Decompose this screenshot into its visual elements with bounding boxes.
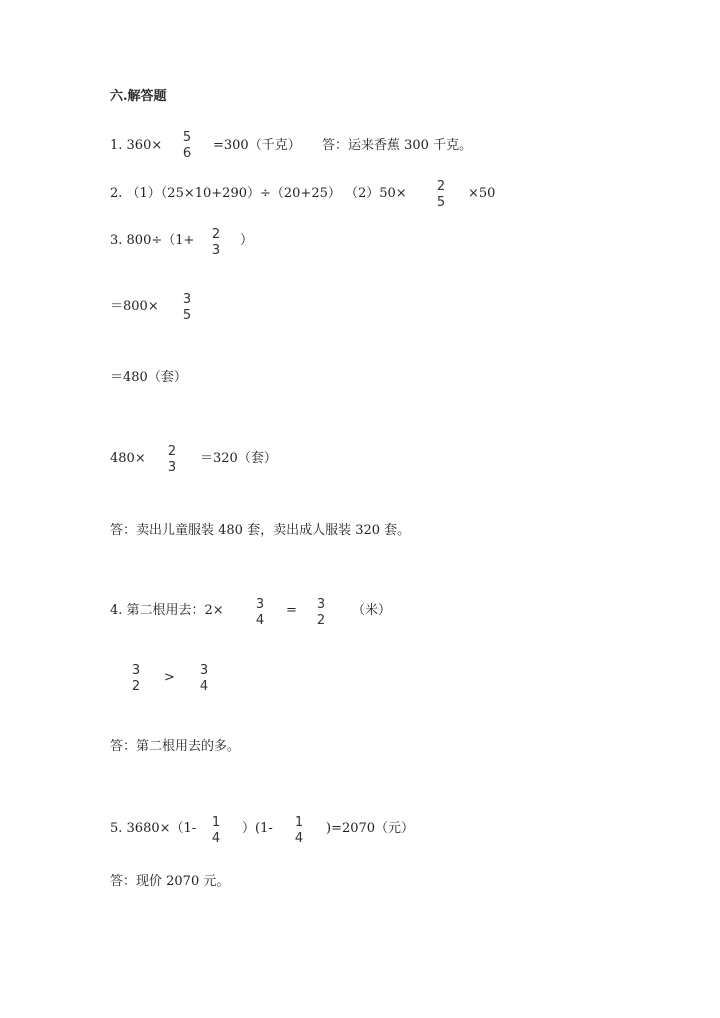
- q3-line2-fraction: [180, 292, 194, 324]
- q4-fraction-1: [253, 597, 267, 629]
- q5-fraction-2: [292, 815, 306, 847]
- q4-compare-fraction-2: [197, 663, 211, 695]
- q2-fraction-denominator: 5: [436, 195, 446, 210]
- q5-fraction-1: [209, 815, 223, 847]
- q4-fraction-2-denominator: 2: [316, 613, 326, 628]
- q5-fraction-2-numerator: 1: [294, 815, 304, 830]
- q2-equation-prefix: 2. （1）（25×10+290）÷（20+25） （2）50×: [110, 186, 407, 201]
- q4-equation-prefix: 4. 第二根用去：2×: [110, 603, 224, 618]
- q4-compare-fraction-1: [129, 663, 143, 695]
- section-title: 六.解答题: [110, 89, 167, 104]
- q3-line1-numerator: 2: [211, 227, 221, 242]
- q4-unit: （米）: [352, 603, 392, 618]
- q2-fraction: [434, 179, 448, 211]
- q3-line2-denominator: 5: [182, 308, 192, 323]
- q1-fraction: [180, 130, 194, 162]
- q4-compare-fraction-2-numerator: 3: [199, 663, 209, 678]
- q5-answer: 答：现价 2070 元。: [110, 874, 230, 889]
- q2-equation-suffix: ×50: [468, 186, 496, 201]
- q3-line4-fraction: [165, 444, 179, 476]
- q4-fraction-1-denominator: 4: [255, 613, 265, 628]
- q3-line4-prefix: 480×: [110, 451, 146, 466]
- q1-equation-prefix: 1. 360×: [110, 138, 163, 153]
- q3-line4-numerator: 2: [167, 444, 177, 459]
- q3-line4-suffix: ＝320（套）: [200, 451, 277, 466]
- q3-answer: 答：卖出儿童服装 480 套，卖出成人服装 320 套。: [110, 523, 411, 538]
- q4-compare-fraction-1-numerator: 3: [131, 663, 141, 678]
- q4-fraction-2-numerator: 3: [316, 597, 326, 612]
- q5-equation-suffix: )=2070（元）: [326, 821, 415, 836]
- q4-compare-sign: >: [164, 670, 175, 685]
- q5-fraction-1-denominator: 4: [211, 831, 221, 846]
- q1-fraction-numerator: 5: [182, 130, 192, 145]
- q5-equation-middle: ）(1-: [242, 821, 273, 836]
- q4-equals: =: [286, 603, 297, 618]
- q4-answer: 答：第二根用去的多。: [110, 739, 241, 754]
- q3-line1-denominator: 3: [211, 243, 221, 258]
- q5-equation-prefix: 5. 3680×（1-: [110, 821, 197, 836]
- q4-fraction-1-numerator: 3: [255, 597, 265, 612]
- q3-line1-fraction: [209, 227, 223, 259]
- q4-compare-fraction-1-denominator: 2: [131, 679, 141, 694]
- q3-line3: ＝480（套）: [110, 370, 187, 385]
- q3-line1-prefix: 3. 800÷（1+: [110, 233, 195, 248]
- q3-line1-suffix: ）: [240, 233, 254, 248]
- q5-fraction-2-denominator: 4: [294, 831, 304, 846]
- q4-compare-fraction-2-denominator: 4: [199, 679, 209, 694]
- q2-fraction-numerator: 2: [436, 179, 446, 194]
- q1-fraction-denominator: 6: [182, 146, 192, 161]
- q5-fraction-1-numerator: 1: [211, 815, 221, 830]
- q1-equation-suffix: =300（千克）: [213, 138, 301, 153]
- q3-line2-prefix: ＝800×: [110, 299, 159, 314]
- q1-answer: 答：运来香蕉 300 千克。: [322, 138, 473, 153]
- q3-line2-numerator: 3: [182, 292, 192, 307]
- q4-fraction-2: [314, 597, 328, 629]
- q3-line4-denominator: 3: [167, 460, 177, 475]
